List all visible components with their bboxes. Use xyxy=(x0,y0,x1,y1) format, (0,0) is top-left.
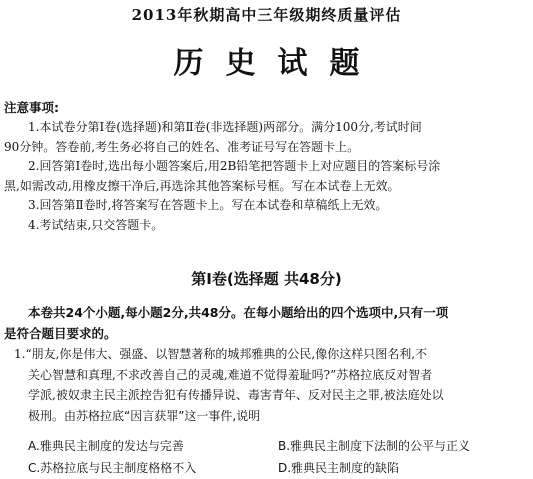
exam-name: 2013年秋期高中三年级期终质量评估 xyxy=(131,6,402,24)
option-row xyxy=(28,435,528,457)
option-row xyxy=(28,457,528,479)
option-d: D.雅典民主制度的缺陷 xyxy=(278,461,400,475)
subject-title: 历史试题 xyxy=(173,46,382,81)
notice-line: 黑,如需改动,用橡皮擦干净后,再选涂其他答案标号框。写在本试卷上无效。 xyxy=(4,178,400,193)
notice-line: 4.考试结束,只交答题卡。 xyxy=(28,217,164,232)
question-line: 关心智慧和真理,不求改善自己的灵魂,难道不觉得羞耻吗?”苏格拉底反对智者 xyxy=(28,367,433,382)
option-b: B.雅典民主制度下法制的公平与正义 xyxy=(278,439,471,453)
section-description-line: 本卷共24个小题,每小题2分,共48分。在每小题给出的四个选项中,只有一项 xyxy=(28,305,449,320)
notice-line: 1.本试卷分第Ⅰ卷(选择题)和第Ⅱ卷(非选择题)两部分。满分100分,考试时间 xyxy=(28,120,422,134)
notice-line: 3.回答第Ⅱ卷时,将答案写在答题卡上。写在本试卷和草稿纸上无效。 xyxy=(28,198,388,212)
section-title: 第Ⅰ卷(选择题 共48分) xyxy=(191,270,342,288)
section-description xyxy=(4,302,526,344)
question-line: 1.“朋友,你是伟大、强盛、以智慧著称的城邦雅典的公民,像你这样只图名利,不 xyxy=(14,347,428,361)
question-line: 学派,被奴隶主民主派控告犯有传播异说、毒害青年、反对民主之罪,被法庭处以 xyxy=(28,388,444,402)
notice-line: 2.回答第Ⅰ卷时,选出每小题答案后,用2B铅笔把答题卡上对应题目的答案标号涂 xyxy=(28,159,441,173)
option-c: C.苏格拉底与民主制度格格不入 xyxy=(28,461,197,475)
notice-line: 90分钟。答卷前,考生务必将自己的姓名、准考证号写在答题卡上。 xyxy=(4,139,360,154)
question-line: 极刑。由苏格拉底“因言获罪”这一事件,说明 xyxy=(28,408,261,423)
option-a: A.雅典民主制度的发达与完善 xyxy=(28,439,184,453)
notice-body xyxy=(4,118,524,235)
question-1-options xyxy=(28,435,528,479)
notice-heading: 注意事项: xyxy=(4,100,59,115)
section-description-line: 是符合题目要求的。 xyxy=(4,326,117,341)
question-1 xyxy=(4,344,526,426)
